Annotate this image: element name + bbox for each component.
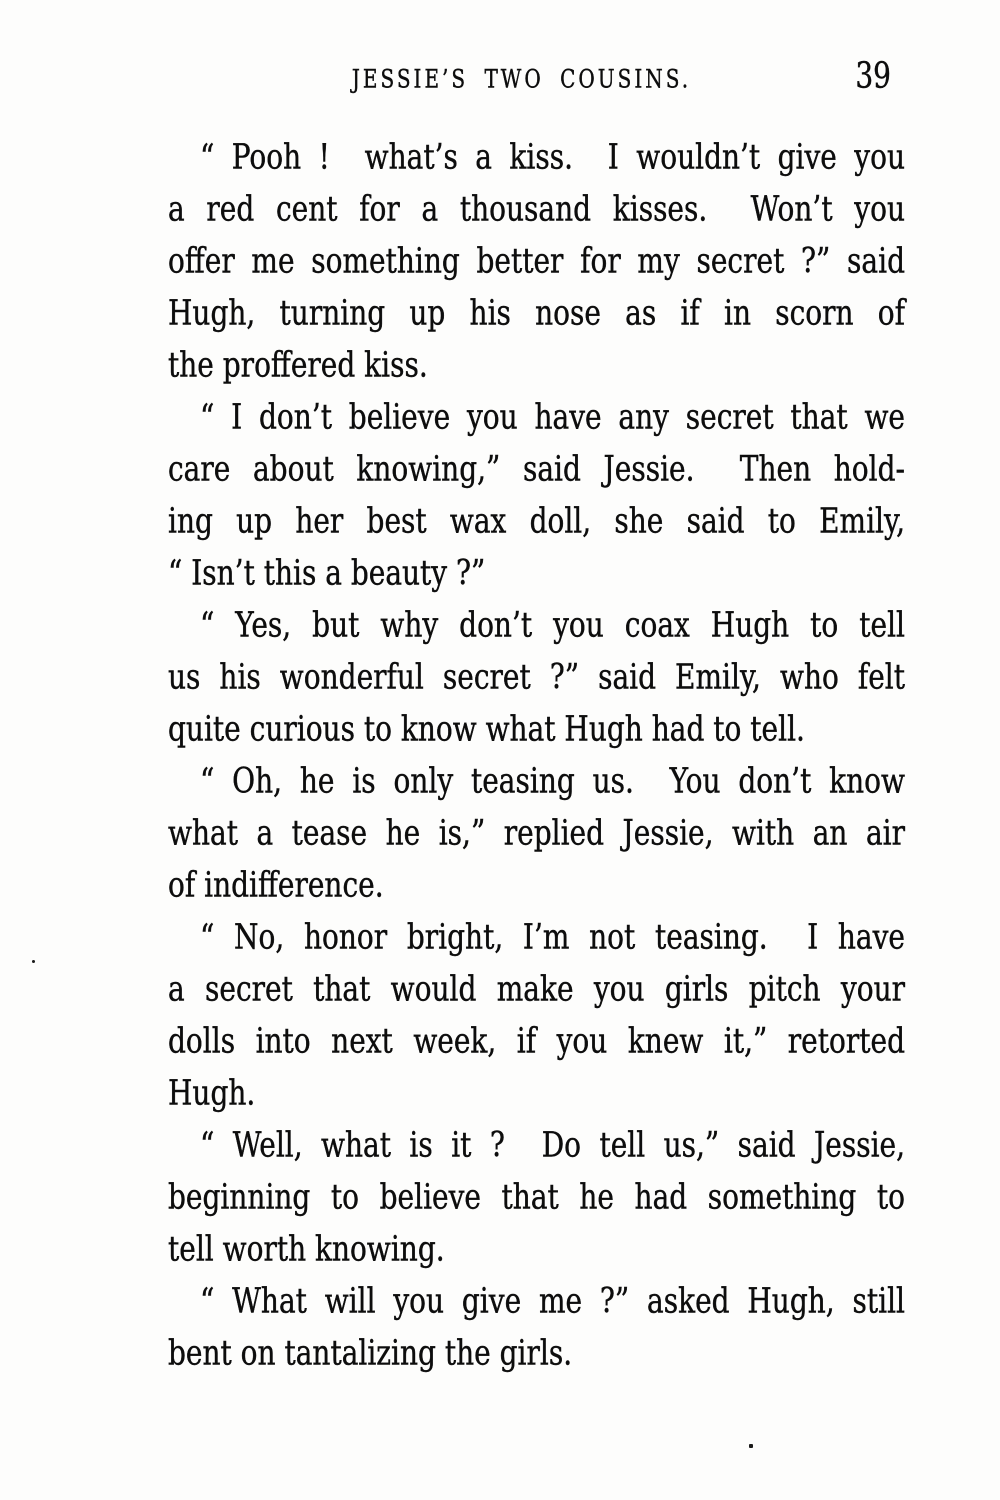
text-line: quite curious to know what Hugh had to tell.: [168, 708, 805, 749]
text-line: what a tease he is,” replied Jessie, with an air: [168, 812, 905, 853]
text-line: the proffered kiss.: [168, 344, 428, 385]
paragraph: [168, 600, 905, 756]
page-body: [168, 132, 905, 1380]
text-line: ing up her best wax doll, she said to Emily,: [168, 500, 905, 541]
text-line: tell worth knowing.: [168, 1228, 445, 1269]
text-line: “ I don’t believe you have any secret that we: [200, 396, 905, 437]
scan-speck: [749, 1444, 753, 1448]
text-line: a red cent for a thousand kisses. Won’t you: [168, 188, 905, 229]
paragraph: [168, 756, 905, 912]
running-head-title: JESSIE’S TWO COUSINS.: [351, 63, 692, 95]
text-line: “ Pooh ! what’s a kiss. I wouldn’t give you: [200, 136, 905, 177]
page-number: 39: [855, 54, 891, 97]
text-line: Hugh.: [168, 1072, 256, 1113]
text-line: us his wonderful secret ?” said Emily, who felt: [168, 656, 905, 697]
paragraph: [168, 392, 905, 600]
text-line: a secret that would make you girls pitch your: [168, 968, 905, 1009]
text-line: offer me something better for my secret ?” said: [168, 240, 905, 281]
text-line: “ No, honor bright, I’m not teasing. I have: [200, 916, 905, 957]
text-line: “ What will you give me ?” asked Hugh, still: [200, 1280, 905, 1321]
text-line: Hugh, turning up his nose as if in scorn of: [168, 292, 905, 333]
text-line: bent on tantalizing the girls.: [168, 1332, 573, 1373]
paragraph: [168, 1276, 905, 1380]
page-header: [168, 52, 905, 108]
text-line: care about knowing,” said Jessie. Then hold-: [168, 448, 905, 489]
paragraph: [168, 132, 905, 392]
paragraph: [168, 1120, 905, 1276]
text-line: of indifference.: [168, 864, 384, 905]
text-line: “ Yes, but why don’t you coax Hugh to tell: [200, 604, 905, 645]
paragraph: [168, 912, 905, 1120]
text-line: dolls into next week, if you knew it,” retorted: [168, 1020, 905, 1061]
text-line: beginning to believe that he had something to: [168, 1176, 905, 1217]
text-line: “ Oh, he is only teasing us. You don’t know: [200, 760, 905, 801]
text-line: “ Isn’t this a beauty ?”: [168, 552, 486, 593]
text-line: “ Well, what is it ? Do tell us,” said Jessie,: [200, 1124, 905, 1165]
scan-speck: [32, 960, 35, 963]
